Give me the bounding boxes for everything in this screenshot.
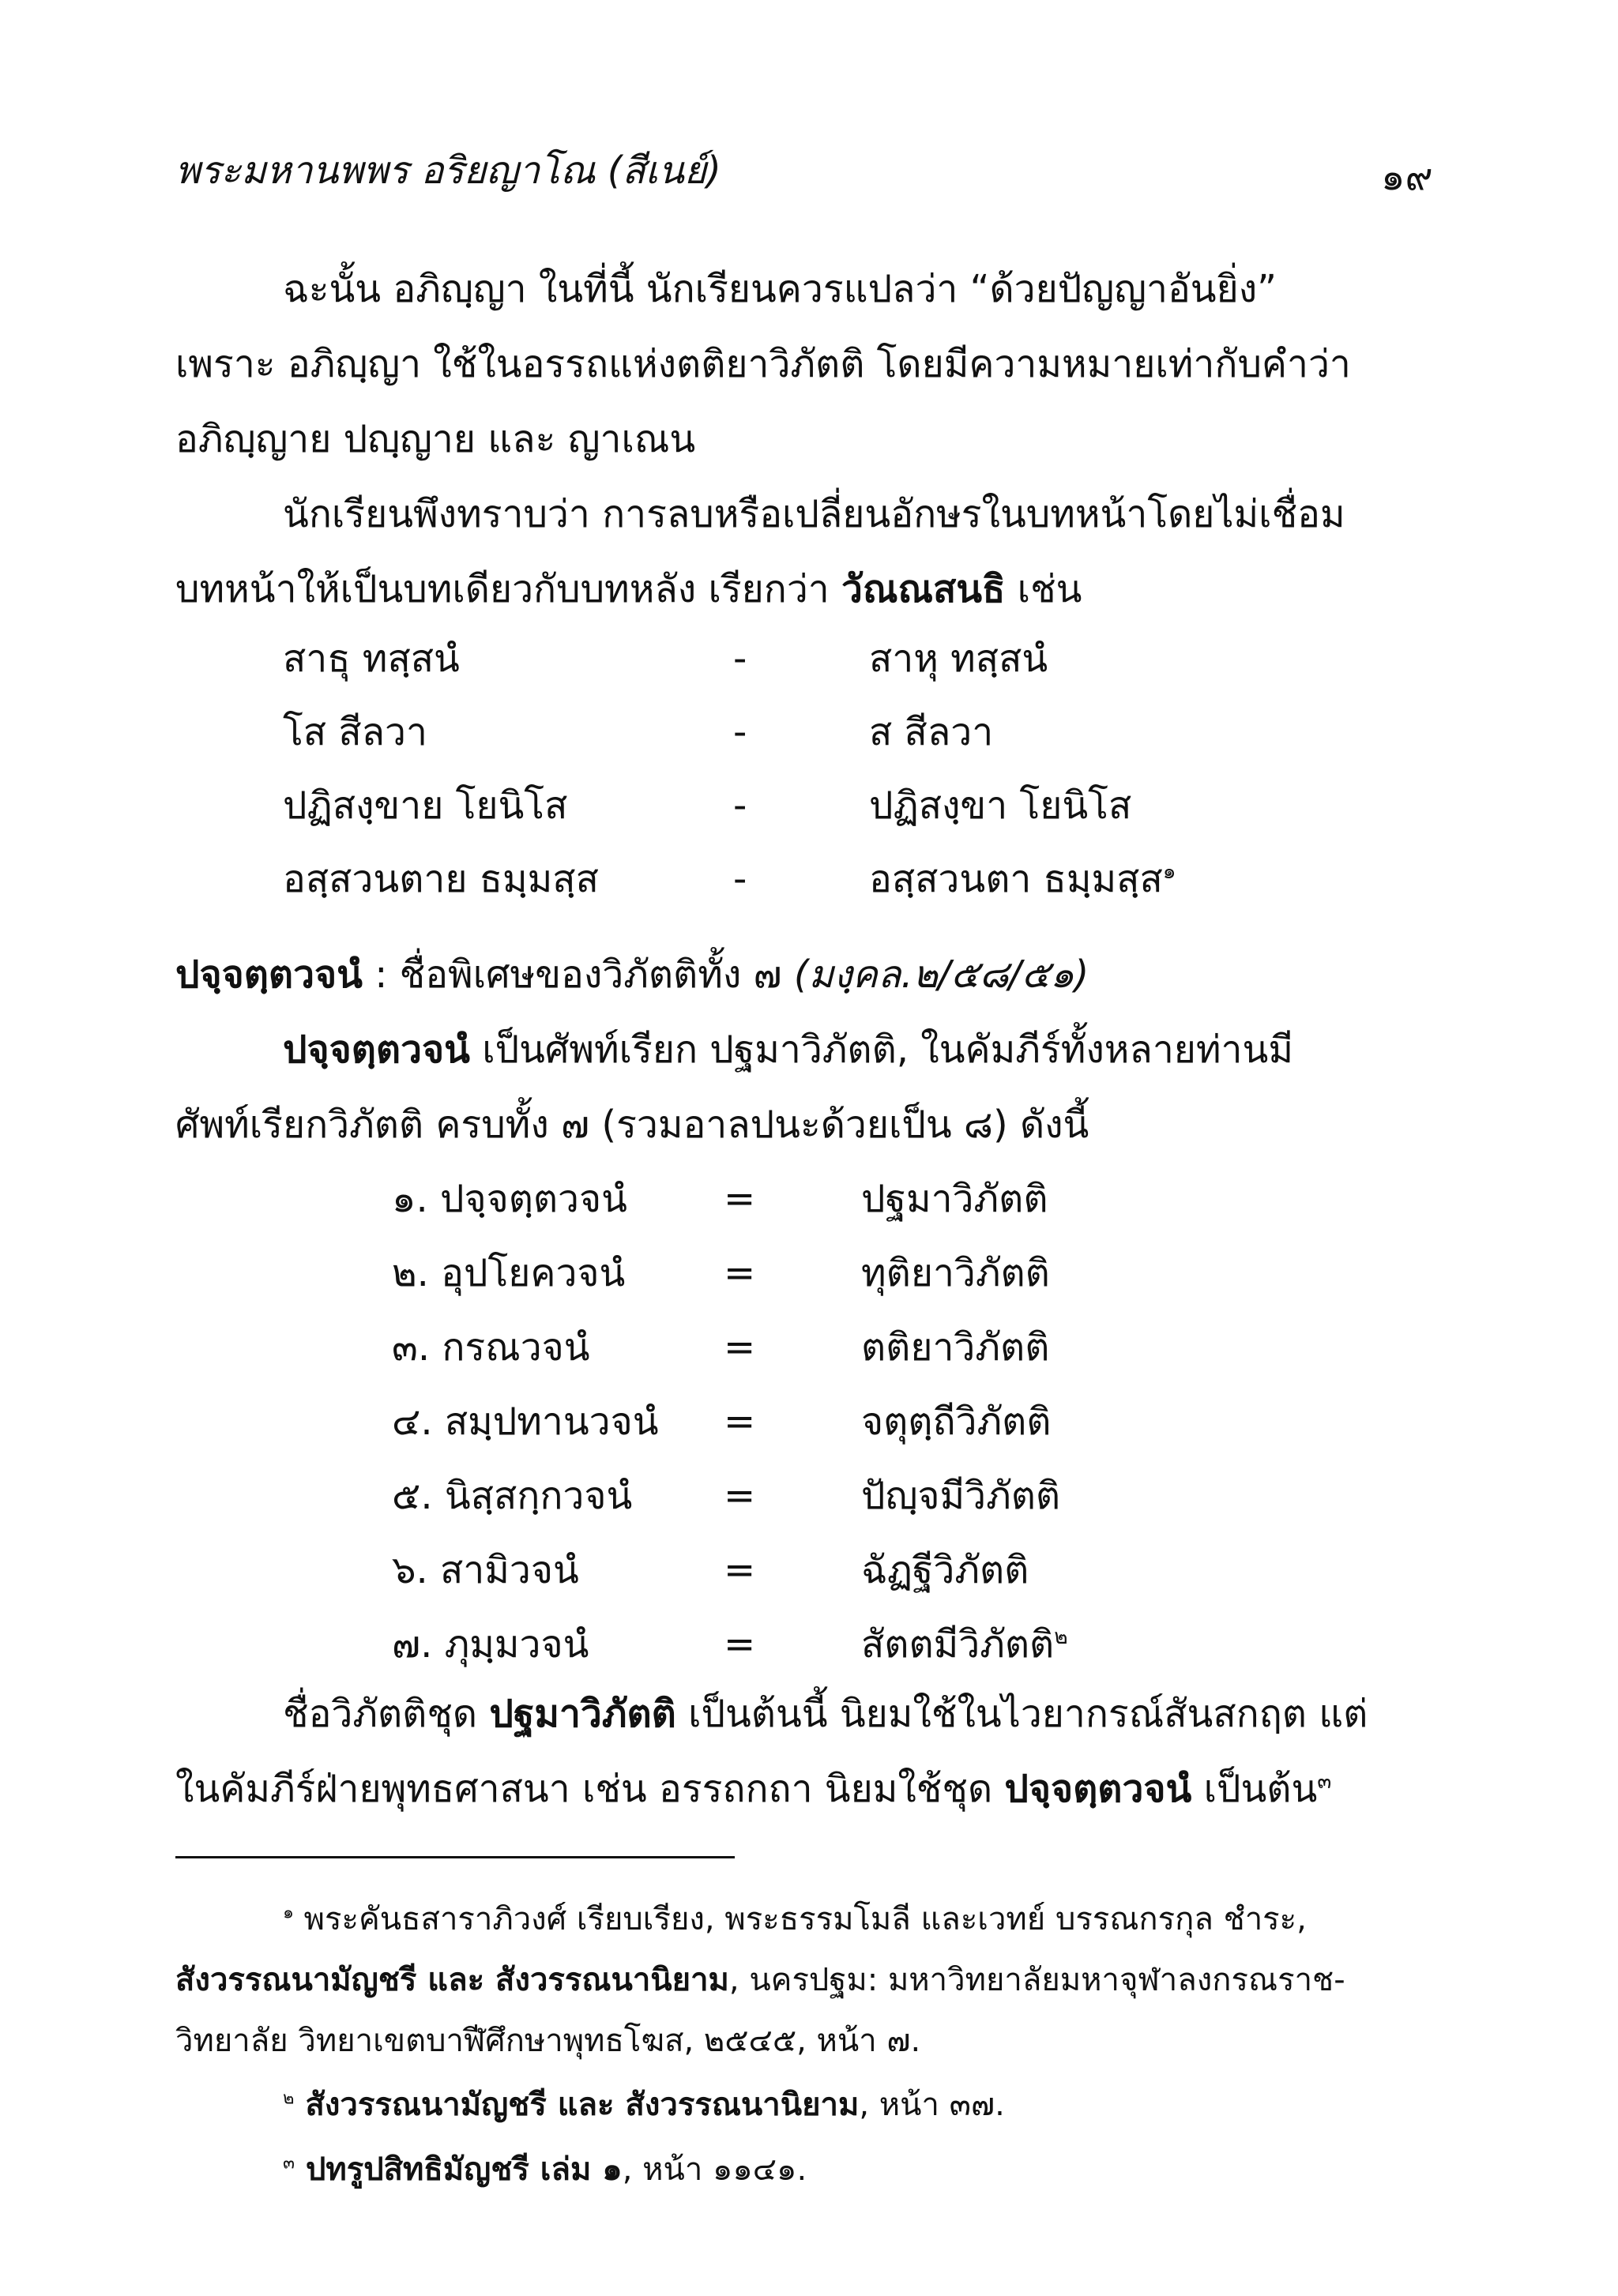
case-4-right: จตุตฺถีวิภัตติ: [861, 1400, 1052, 1444]
footnote-divider: [175, 1856, 735, 1858]
footnote-ref-1[interactable]: ๑: [1162, 859, 1176, 884]
case-3-equals: =: [724, 1325, 756, 1370]
footnote-ref-3[interactable]: ๓: [1317, 1769, 1332, 1794]
case-3-left: ๓. กรณวจนํ: [392, 1325, 590, 1370]
case-2-right: ทุติยาวิภัตติ: [861, 1251, 1050, 1295]
footnote-3: $^๓$ ปทรูปสิทธิมัญชรี เล่ม ๑, หน้า ๑๑๔๑.: [283, 2151, 807, 2188]
case-5-equals: =: [724, 1474, 756, 1518]
footnote-2-mark: ๒: [283, 2088, 295, 2109]
paragraph-2-line-2: บทหน้าให้เป็นบทเดียวกับบทหลัง เรียกว่า วัณณสนธิ เช่น: [175, 567, 1082, 611]
footnote-1-line-2: สังวรรณนามัญชรี และ สังวรรณนานิยาม, นครปฐม: มหาวิทยาลัยมหาจุฬาลงกรณราช-: [175, 1962, 1345, 1998]
case-2-equals: =: [724, 1251, 756, 1295]
example-2-left: โส สีลวา: [283, 710, 427, 754]
case-1-equals: =: [724, 1177, 756, 1221]
paragraph-4-line-1: ชื่อวิภัตติชุด ปฐมาวิภัตติ เป็นต้นนี้ นิยมใช้ในไวยากรณ์สันสกฤต แต่: [283, 1692, 1368, 1736]
term-vannasandhi: วัณณสนธิ: [841, 567, 1006, 611]
section-heading: ปจฺจตฺตวจนํ : ชื่อพิเศษของวิภัตติทั้ง ๗ (มงฺคล.๒/๕๘/๕๑): [175, 953, 1089, 997]
footnote-ref-2[interactable]: ๒: [1054, 1625, 1068, 1649]
footnote-3-mark: ๓: [283, 2153, 295, 2174]
example-2-separator: -: [733, 710, 747, 754]
case-7-right: สัตตมีวิภัตติ$^๒$: [861, 1622, 1068, 1667]
footnote-2: $^๒$ สังวรรณนามัญชรี และ สังวรรณนานิยาม, หน้า ๓๗.: [283, 2087, 1005, 2123]
paragraph-3-line-1: ปจฺจตฺตวจนํ เป็นศัพท์เรียก ปฐมาวิภัตติ, ในคัมภีร์ทั้งหลายท่านมี: [283, 1028, 1293, 1072]
case-1-right: ปฐมาวิภัตติ: [861, 1177, 1048, 1221]
footnote-1-mark: ๑: [283, 1903, 294, 1923]
example-4-left: อสฺสวนตาย ธมฺมสฺส: [283, 857, 599, 901]
footnote-1-line-3: วิทยาลัย วิทยาเขตบาฬีศึกษาพุทธโฆส, ๒๕๔๕, หน้า ๗.: [175, 2023, 921, 2059]
paragraph-3-line-2: ศัพท์เรียกวิภัตติ ครบทั้ง ๗ (รวมอาลปนะด้วยเป็น ๘) ดังนี้: [175, 1103, 1089, 1147]
example-3-left: ปฏิสงฺขาย โยนิโส: [283, 783, 568, 828]
case-6-left: ๖. สามิวจนํ: [392, 1548, 579, 1592]
paragraph-2-line-1: นักเรียนพึงทราบว่า การลบหรือเปลี่ยนอักษรในบทหน้าโดยไม่เชื่อม: [283, 492, 1345, 536]
case-4-left: ๔. สมฺปทานวจนํ: [392, 1400, 659, 1444]
case-6-equals: =: [724, 1548, 756, 1592]
example-2-right: ส สีลวา: [869, 710, 994, 754]
example-1-separator: -: [733, 637, 747, 681]
page-number: ๑๙: [1381, 155, 1433, 199]
example-1-right: สาหุ ทสฺสนํ: [869, 637, 1048, 681]
case-5-left: ๕. นิสฺสกฺกวจนํ: [392, 1474, 633, 1518]
paragraph-4-line-2: ในคัมภีร์ฝ่ายพุทธศาสนา เช่น อรรถกถา นิยมใช้ชุด ปจฺจตฺตวจนํ เป็นต้น$^๓$: [175, 1767, 1332, 1811]
case-6-right: ฉัฏฐีวิภัตติ: [861, 1548, 1029, 1592]
case-3-right: ตติยาวิภัตติ: [861, 1325, 1050, 1370]
case-5-right: ปัญฺจมีวิภัตติ: [861, 1474, 1061, 1518]
example-4-separator: -: [733, 857, 747, 901]
footnote-1-line-1: $^๑$ พระคันธสาราภิวงศ์ เรียบเรียง, พระธรรมโมลี และเวทย์ บรรณกรกุล ชำระ,: [283, 1901, 1307, 1937]
example-4-right: อสฺสวนตา ธมฺมสฺส$^๑$: [869, 857, 1176, 901]
paragraph-1-line-1: ฉะนั้น อภิญฺญา ในที่นี้ นักเรียนควรแปลว่า “ด้วยปัญญาอันยิ่ง”: [283, 267, 1277, 311]
section-heading-term: ปจฺจตฺตวจนํ: [175, 953, 363, 997]
case-7-left: ๗. ภุมฺมวจนํ: [392, 1622, 589, 1667]
paragraph-1-line-2: เพราะ อภิญฺญา ใช้ในอรรถแห่งตติยาวิภัตติ โดยมีความหมายเท่ากับคำว่า: [175, 342, 1351, 386]
running-title: พระมหานพพร อริยญาโณ (สีเนย์): [175, 148, 721, 193]
case-1-left: ๑. ปจฺจตฺตวจนํ: [392, 1177, 627, 1221]
example-3-right: ปฏิสงฺขา โยนิโส: [869, 783, 1132, 828]
example-3-separator: -: [733, 783, 747, 828]
case-2-left: ๒. อุปโยควจนํ: [392, 1251, 626, 1295]
case-7-equals: =: [724, 1622, 756, 1667]
paragraph-1-line-3: อภิญฺญาย ปญฺญาย และ ญาเณน: [175, 417, 696, 461]
case-4-equals: =: [724, 1400, 756, 1444]
example-1-left: สาธุ ทสฺสนํ: [283, 637, 460, 681]
section-heading-reference: (มงฺคล.๒/๕๘/๕๑): [793, 953, 1089, 997]
